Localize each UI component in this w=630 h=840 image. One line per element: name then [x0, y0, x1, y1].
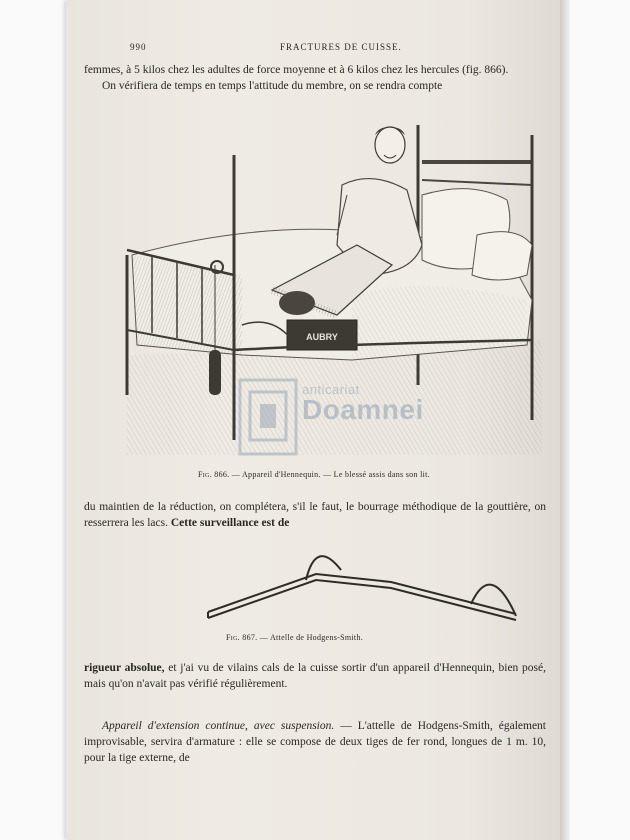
watermark-big-text: Doamnei	[302, 394, 424, 425]
paragraph-4: et j'ai vu de vilains cals de la cuisse sortir d'un appareil d'Hennequin, bien posé, mais qu'on n'avait pas vérifié régulièrement.	[84, 662, 546, 690]
text-block-after	[84, 660, 546, 692]
text-block-last	[84, 718, 546, 766]
foot	[279, 291, 315, 315]
text-block-middle	[84, 499, 546, 531]
figure-866-caption	[198, 470, 430, 479]
paragraph-3-bold: Cette surveillance est de	[170, 517, 290, 529]
book-page	[66, 0, 564, 840]
text-block-top	[84, 62, 546, 94]
figure-867-splint-drawing	[206, 540, 526, 630]
watermark	[238, 378, 468, 458]
page-edge	[560, 0, 570, 840]
figure-866-number: Fig. 866.	[198, 470, 230, 479]
paragraph-5: — L'attelle de Hodgens-Smith, également improvisable, servira d'armature : elle se compose de deux tiges de fer rond, longues de 1 m. 10, pour la tige externe, de	[84, 720, 546, 764]
page-header	[130, 42, 530, 56]
headboard-top-rail	[422, 160, 532, 164]
paragraph-3: du maintien de la réduction, on complétera, s'il le faut, le bourrage méthodique de la gouttière, on resserrera les lacs.	[84, 501, 546, 529]
paragraph-4-bold: rigueur absolue,	[84, 662, 165, 674]
hanging-weight	[209, 350, 221, 395]
page-number: 990	[130, 42, 147, 52]
figure-867-number: Fig. 867.	[226, 633, 258, 642]
figure-867-text: — Attelle de Hodgens-Smith.	[259, 633, 363, 642]
paragraph-1: femmes, à 5 kilos chez les adultes de force moyenne et à 6 kilos chez les hercules (fig. 866).	[84, 64, 509, 76]
watermark-logo-icon	[238, 378, 298, 456]
paragraph-5-italic: Appareil d'extension continue, avec suspension.	[102, 720, 335, 732]
aubry-box-label: AUBRY	[306, 332, 338, 342]
figure-867-caption	[226, 633, 363, 642]
paragraph-2: On vérifiera de temps en temps l'attitude du membre, on se rendra compte	[102, 80, 443, 92]
running-title: FRACTURES DE CUISSE.	[280, 42, 402, 52]
watermark-small-text: anticariat	[302, 382, 360, 397]
figure-866-text: — Appareil d'Hennequin. — Le blessé assis dans son lit.	[231, 470, 430, 479]
